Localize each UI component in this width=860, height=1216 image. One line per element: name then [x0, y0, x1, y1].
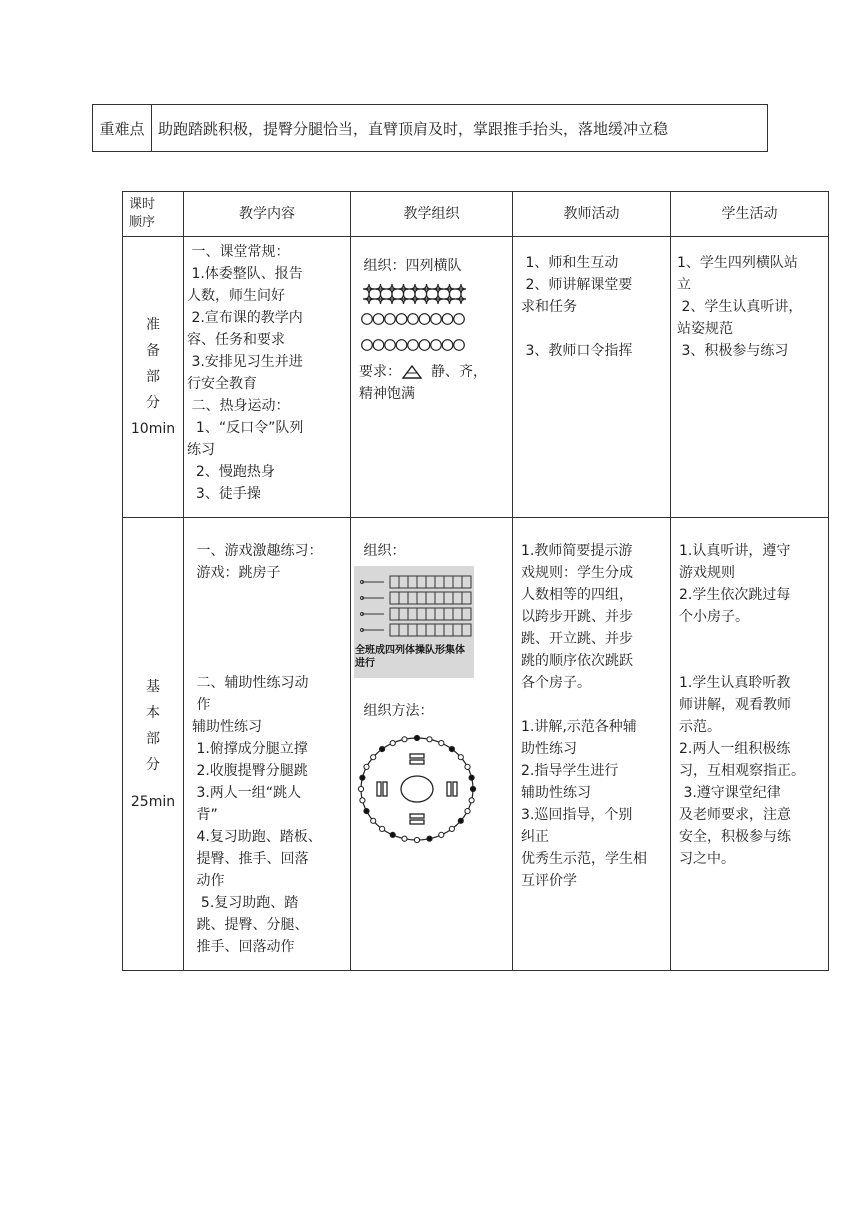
prep-student: 1、学生四列横队站 立 2、学生认真听讲， 站姿规范 3、积极参与练习: [671, 237, 829, 518]
basic-organization: 组织： 全班成四列体操队形集体 进行 组织方法：: [351, 518, 513, 971]
header-order: 课时 顺序: [123, 192, 184, 237]
star-row-icon: [363, 284, 466, 304]
prep-row: [123, 237, 829, 518]
lesson-plan-table: [122, 191, 829, 971]
prep-content: 一、课堂常规： 1.体委整队、报告 人数，师生问好 2.宣布课的教学内 容、任务和要求 3.安排见习生并进 行安全教育 二、热身运动： 1、“反口令”队列 练习 2、慢跑热身 3、徒手操: [184, 237, 351, 518]
hopscotch-grid-diagram: [354, 570, 474, 646]
basic-row: [123, 518, 829, 971]
hopscotch-photo: [354, 566, 474, 678]
key-points-label: 重难点: [93, 105, 152, 152]
header-content: 教学内容: [184, 192, 351, 237]
key-points-table: [92, 104, 768, 152]
teacher-triangle-icon: [401, 364, 423, 380]
basic-teacher: 1.教师简要提示游 戏规则：学生分成 人数相等的四组， 以跨步开跳、并步 跳、开立跳、并步 跳的顺序依次跳跃 各个房子。 1.讲解,示范各种辅 助性练习 2.指导学生进行 辅助性练习 3.巡回指导，个别 纠正 优秀生示范，学生相 互评价学: [513, 518, 671, 971]
basic-content: 一、游戏激趣练习： 游戏：跳房子 二、辅助性练习动 作 辅助性练习 1.俯撑成分腿立撑 2.收腹提臀分腿跳 3.两人一组“跳人 背” 4.复习助跑、踏板、 提臀、推手、回落 动作 5.复习助跑、踏 跳、提臀、分腿、 推手、回落动作: [184, 518, 351, 971]
prep-organization: 组织：四列横队 要求： 静、齐， 精神饱满: [351, 237, 513, 518]
header-teacher: 教师活动: [513, 192, 671, 237]
formation-diagram: [359, 279, 479, 357]
prep-stage: 准 备 部 分 10min: [123, 237, 184, 518]
header-row: [123, 192, 829, 237]
prep-org-require-text: 静、齐，: [431, 364, 487, 380]
basic-student: 1.认真听讲，遵守 游戏规则 2.学生依次跳过每 个小房子。 1.学生认真聆听教 师讲解，观看教师 示范。 2.两人一组积极练 习，互相观察指正。 3.遵守课堂纪律 及老师要求，注意 安全，积极参与练 习之中。: [671, 518, 829, 971]
key-points-text: 助跑踏跳积极，提臀分腿恰当，直臂顶肩及时，掌跟推手抬头，落地缓冲立稳: [152, 105, 768, 152]
basic-stage: 基 本 部 分 25min: [123, 518, 184, 971]
header-organization: 教学组织: [351, 192, 513, 237]
prep-org-title: 组织：四列横队: [359, 258, 462, 274]
circle-row-icon: [362, 314, 465, 351]
hopscotch-caption: 全班成四列体操队形集体 进行: [355, 645, 465, 669]
prep-teacher: 1、师和生互动 2、师讲解课堂要 求和任务 3、教师口令指挥: [513, 237, 671, 518]
circle-formation-diagram: [354, 730, 480, 848]
prep-org-require-label: 要求：: [359, 364, 401, 380]
header-student: 学生活动: [671, 192, 829, 237]
